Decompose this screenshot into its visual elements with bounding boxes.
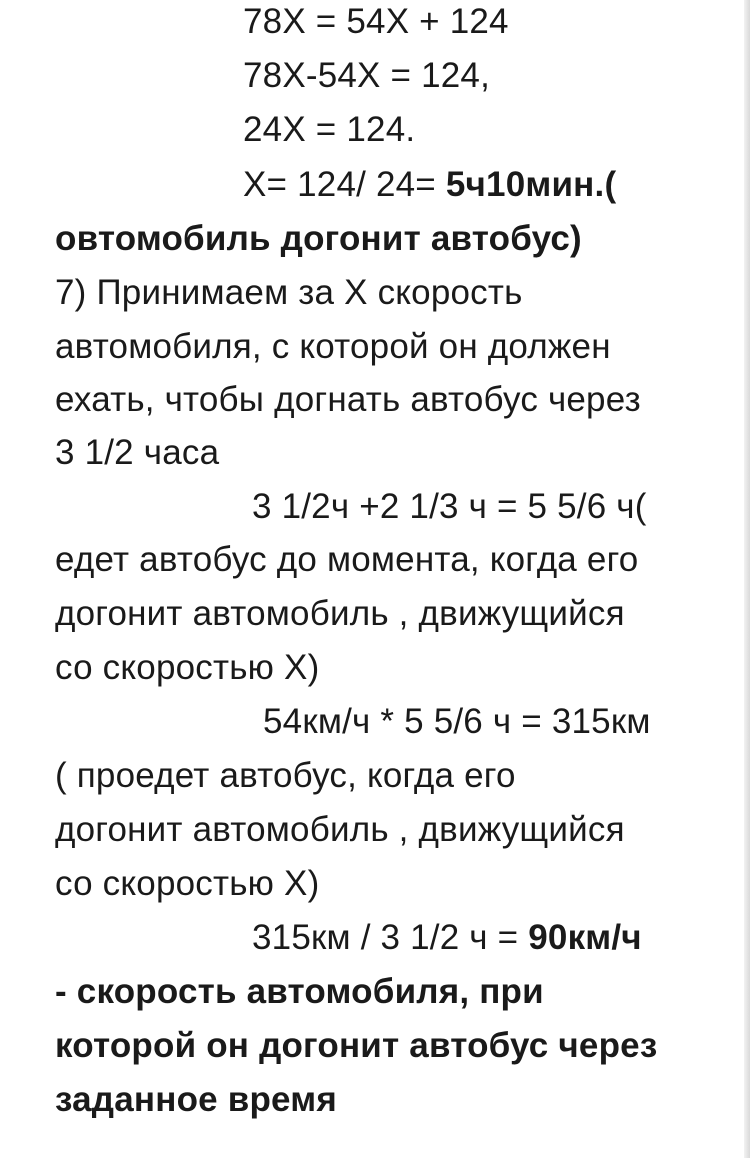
calculation-result-line bbox=[252, 911, 642, 965]
page-edge-shadow bbox=[744, 0, 750, 1158]
note-text: ( проедет автобус, когда его bbox=[55, 756, 516, 795]
equation-text: X= 124/ 24= bbox=[243, 165, 446, 204]
equation-line: 24X = 124. bbox=[243, 110, 416, 149]
answer-7-text: которой он догонит автобус через bbox=[55, 1026, 658, 1065]
note-text: со скоростью X) bbox=[55, 648, 320, 687]
calculation-line: 54км/ч * 5 5/6 ч = 315км bbox=[263, 702, 651, 741]
step-7-text: ехать, чтобы догнать автобус через bbox=[55, 380, 641, 419]
equation-result-line bbox=[243, 158, 616, 212]
note-text: догонит автомобиль , движущийся bbox=[55, 594, 625, 633]
note-text: догонит автомобиль , движущийся bbox=[55, 810, 625, 849]
calculation-line: 3 1/2ч +2 1/3 ч = 5 5/6 ч( bbox=[252, 487, 647, 526]
equation-answer: 5ч10мин.( bbox=[445, 165, 617, 204]
equation-line: 78X = 54X + 124 bbox=[243, 2, 509, 41]
note-text: едет автобус до момента, когда его bbox=[55, 540, 639, 579]
equation-line: 78X-54X = 124, bbox=[243, 56, 491, 95]
step-7-heading: 7) Принимаем за X скорость bbox=[55, 273, 523, 312]
calculation-answer: 90км/ч bbox=[528, 918, 642, 957]
step-7-text: 3 1/2 часа bbox=[55, 433, 220, 472]
answer-7-text: - скорость автомобиля, при bbox=[55, 972, 544, 1011]
note-text: со скоростью X) bbox=[55, 864, 320, 903]
step-7-text: автомобиля, с которой он должен bbox=[55, 327, 611, 366]
calculation-text: 315км / 3 1/2 ч = bbox=[252, 918, 529, 957]
answer-6-text: овтомобиль догонит автобус) bbox=[55, 219, 582, 258]
answer-7-text: заданное время bbox=[55, 1080, 337, 1119]
